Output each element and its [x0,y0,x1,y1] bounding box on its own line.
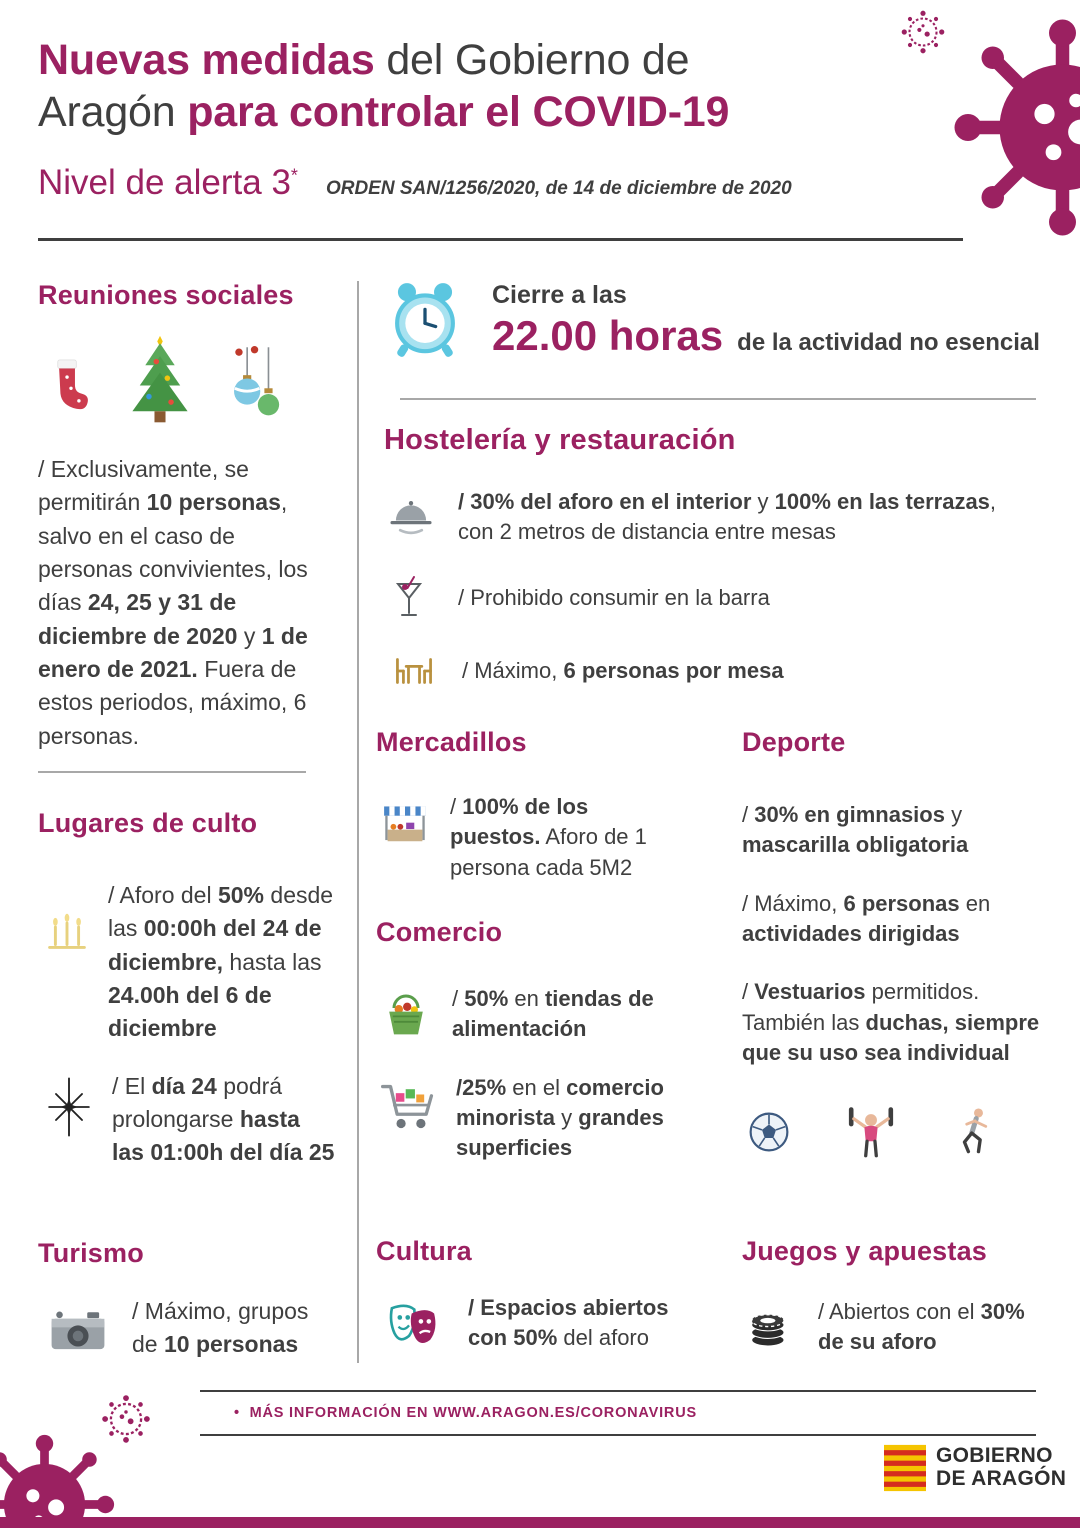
juegos-heading: Juegos y apuestas [742,1236,988,1266]
sparkle-star-icon [38,1076,100,1138]
closure-suffix: de la actividad no esencial [737,328,1040,356]
section-deporte [742,727,1044,1165]
hosteleria-item-aforo [384,487,1040,548]
left-divider-1 [38,771,306,773]
closure-time: 22.00 horas [492,311,724,359]
reuniones-heading: Reuniones sociales [38,280,294,310]
poker-chips-icon [742,1299,798,1353]
shopping-cart-icon [376,1073,442,1145]
hosteleria-item-mesa [384,648,1040,694]
coronavirus-url-link[interactable]: WWW.ARAGON.ES/CORONAVIRUS [433,1405,697,1421]
page-title: Nuevas medidas del Gobierno de Aragón para controlar el COVID-19 [38,36,730,137]
cocktail-icon [384,560,434,636]
virus-filled-bottom-icon [0,1432,117,1528]
christmas-icons-row [38,327,334,431]
turismo-heading: Turismo [38,1238,144,1268]
running-icon [946,1099,1002,1165]
soccer-ball-icon [742,1105,796,1159]
section-hosteleria [384,424,1040,694]
alarm-clock-icon [384,276,466,364]
christmas-stocking-icon [38,339,104,431]
deporte-item-dirigidas: / Máximo, 6 personas en actividades dirigidas [742,890,991,947]
section-cierre [384,276,1040,364]
deporte-heading: Deporte [742,727,846,757]
culto-item-dia24-text: / El día 24 podrá prolongarse hasta las 01:00h del día 25 [112,1072,335,1166]
alert-asterisk: * [290,165,298,186]
cultura-heading: Cultura [376,1236,472,1266]
header-divider [38,238,963,241]
table-chairs-icon [384,648,444,694]
comercio-heading: Comercio [376,917,503,947]
virus-large-icon [950,15,1080,240]
hosteleria-item-mesa-text: / Máximo, 6 personas por mesa [462,657,784,683]
closure-text [492,281,1040,360]
gobierno-aragon-logo [884,1444,1066,1492]
logo-text [936,1445,1066,1490]
culto-item-dia24 [38,1070,340,1170]
section-mercadillos [376,727,681,883]
culto-item-aforo [38,879,340,1046]
vertical-divider [357,281,359,1363]
logo-line2: DE ARAGÓN [936,1467,1067,1490]
juegos-item [742,1297,1050,1358]
market-stall-icon [376,796,434,854]
candles-icon [38,901,96,959]
christmas-tree-icon [114,329,206,431]
logo-line1: GOBIERNO [936,1444,1053,1468]
sports-icons-row [742,1099,1044,1165]
culto-item-aforo-text: / Aforo del 50% desde las 00:00h del 24 de diciembre, hasta las 24.00h del 6 de diciembre [108,882,334,1042]
reuniones-body: / Exclusivamente, se permitirán 10 personas, salvo en el caso de personas convivientes, los días 24, 25 y 31 de diciembre de 2020 y 1 de enero de 2021. Fuera de estos periodos, máximo, 6 personas. [38,456,308,749]
cultura-item-text: / Espacios abiertos con 50% del aforo [468,1295,669,1351]
turismo-item-text: / Máximo, grupos de 10 personas [132,1298,309,1358]
virus-dotted-icon [897,6,949,58]
alert-row [38,163,818,203]
section-reuniones-sociales [38,280,334,753]
deporte-item-gimnasios: / 30% en gimnasios y mascarilla obligatoria [742,802,969,858]
hosteleria-item-barra-text: / Prohibido consumir en la barra [458,584,770,610]
culto-heading: Lugares de culto [38,808,258,838]
comercio-item-alimentacion [376,984,696,1045]
ornaments-icon [216,339,298,431]
hosteleria-heading: Hostelería y restauración [384,424,736,456]
footer-info-text [234,1405,1036,1421]
section-lugares-de-culto [38,808,340,1170]
camera-icon [38,1299,118,1365]
header [38,34,818,203]
footer-info-bar [200,1390,1036,1436]
juegos-item-text: / Abiertos con el 30% de su aforo [818,1299,1025,1355]
alert-level: Nivel de alerta 3* [38,162,298,202]
bottom-accent-bar [0,1517,1080,1528]
serving-dish-icon [384,487,438,541]
closure-prefix: Cierre a las [492,280,627,309]
deporte-item-vestuarios: / Vestuarios permitidos. También las duchas, siempre que su uso sea individual [742,979,1040,1066]
mercadillos-heading: Mercadillos [376,727,527,757]
comercio-item-minorista-text: /25% en el comercio minorista y grandes superficies [456,1074,664,1161]
aragon-flag-icon [884,1444,926,1492]
cultura-item [376,1293,708,1361]
weightlifting-icon [838,1099,904,1165]
theater-masks-icon [376,1295,450,1361]
section-comercio [376,917,696,1164]
info-label: MÁS INFORMACIÓN EN [249,1405,434,1421]
hosteleria-item-aforo-text: / 30% del aforo en el interior y 100% en las terrazas, con 2 metros de distancia entre mesas [458,489,997,545]
section-turismo [38,1238,340,1365]
order-reference: ORDEN SAN/1256/2020, de 14 de diciembre de 2020 [325,177,792,199]
info-bullet: • [234,1405,240,1421]
hosteleria-item-barra [384,560,1040,636]
section-juegos [742,1236,1050,1358]
comercio-item-minorista [376,1073,696,1164]
mercadillos-item [376,792,681,883]
food-basket-icon [376,984,436,1044]
section-cultura [376,1236,708,1361]
turismo-item [38,1295,340,1365]
closure-divider [400,398,1036,400]
comercio-item-alimentacion-text: / 50% en tiendas de alimentación [452,986,654,1042]
mercadillos-item-text: / 100% de los puestos. Aforo de 1 persona cada 5M2 [450,794,647,880]
